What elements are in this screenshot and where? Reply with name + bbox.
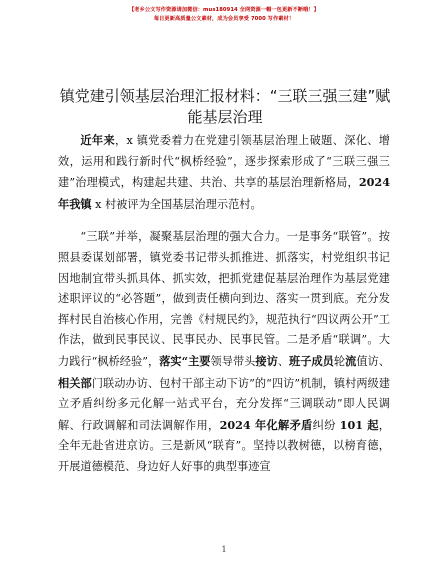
- text-run: 、: [277, 354, 290, 368]
- text-run: 轮: [333, 354, 346, 368]
- bold-run: 相关部: [58, 375, 92, 390]
- text-run: ，全年无赴省进京访。三是新风“联育”。坚持以教树德，以榜育德，开展道德模范、身边好人好事的典型事迹宣: [58, 418, 390, 473]
- bold-run: 101 起: [339, 417, 379, 432]
- banner-line-2: 每日更新高质量公文素材，成为会员享受 7000 写作素材！: [153, 16, 295, 22]
- text-run: 值访、: [356, 354, 390, 368]
- text-run: 领导带头: [210, 354, 256, 368]
- text-run: “三联”并举，凝聚基层治理的强大合力。一是事务“联管”。按照县委谋划部署，镇党委书记带头抓推进、抓落实，村党组织书记因地制宜带头抓具体、抓实效，把抓党建促基层治理作为基层党建述职评议的“必答题”，做到责任横向到边、落实一贯到底。充分发挥村民自治核心作用，完善《村规民约》，规范执行“四议两公开”工作法，做到民事民议、民事民办、民事民管。二是矛盾“联调”。大力践行“枫桥经验”，: [58, 230, 390, 368]
- text-run: 门联动办访、包村干部主动下访”的“四访”机制，镇村两级建立矛盾纠纷多元化解一站式平台，充分发挥“三调联动”即人民调解、行政调解和司法调解作用，: [58, 376, 390, 432]
- banner-line-1: 【老乡公文写作资源请加微信：mus180914 全网资源一帽一包更新不断哦！】: [129, 7, 319, 13]
- text-run: x 村被评为全国基层治理示范村。: [91, 197, 262, 211]
- document-title: 镇党建引领基层治理汇报材料：“三联三强三建”赋能基层治理: [59, 87, 391, 126]
- header-banner: [0, 6, 448, 24]
- document-body: [58, 130, 390, 490]
- bold-run: 班子成员: [289, 353, 334, 368]
- bold-run: 2024 年化解矛盾: [219, 417, 313, 432]
- bold-run: 接访: [255, 353, 278, 368]
- text-run: ，x 镇党委着力在党建引领基层治理上破题、深化、增效，运用和践行新时代“枫桥经验”，逐步探索形成了“三联三强三建”治理模式，构建起共建、共治、共享的基层治理新格局，: [58, 134, 390, 190]
- bold-run: 落实“主要: [159, 353, 211, 368]
- page-number: 1: [221, 545, 227, 554]
- bold-run: 近年来: [80, 133, 115, 147]
- bold-run: 2024 年我镇: [58, 175, 390, 211]
- body-paragraph: [58, 130, 390, 215]
- bold-run: 流: [345, 353, 357, 368]
- text-run: 纠纷: [312, 418, 340, 432]
- body-paragraph: [58, 227, 390, 477]
